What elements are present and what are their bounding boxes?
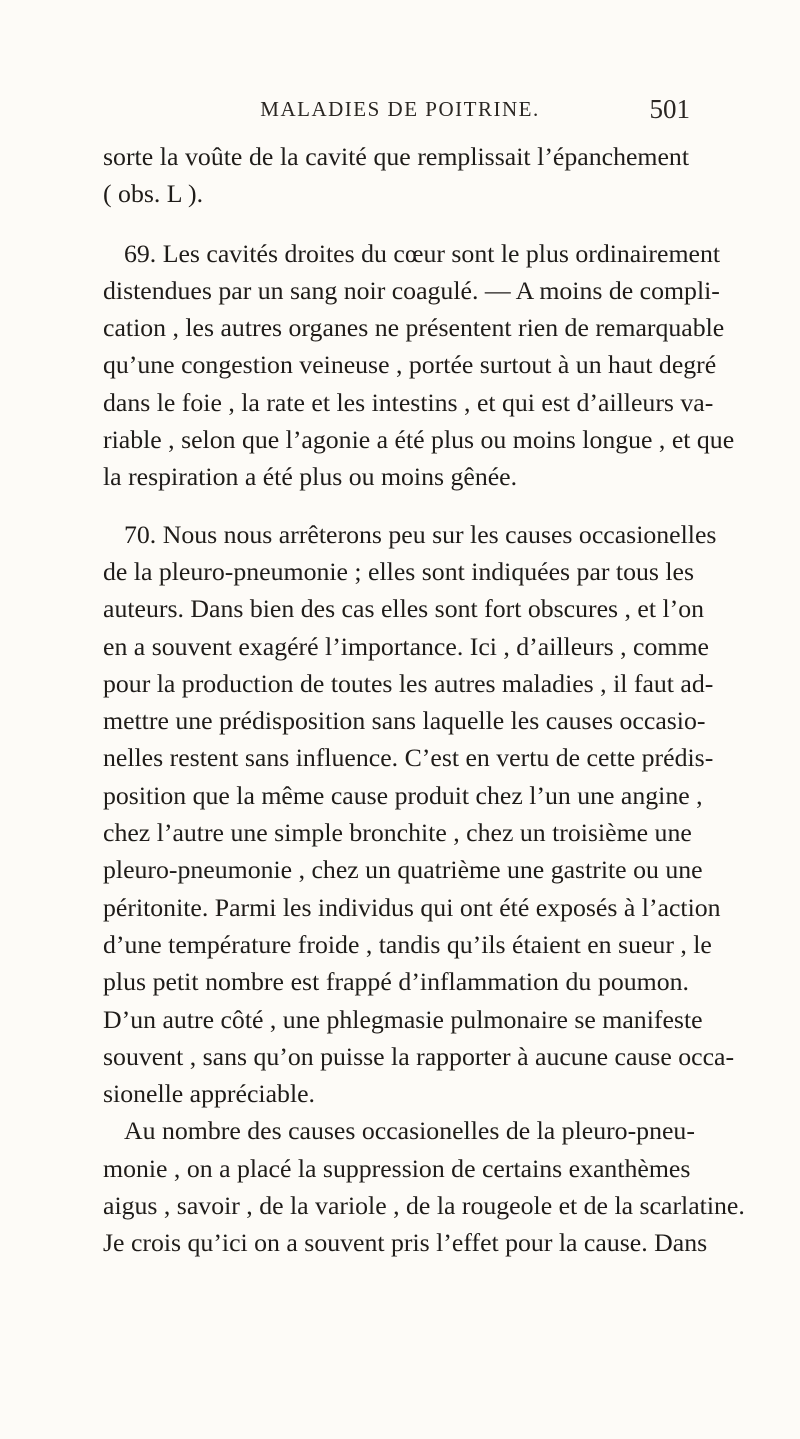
text-line: aigus , savoir , de la variole , de la rougeole et de la scarlatine. (103, 1191, 745, 1221)
text-line: auteurs. Dans bien des cas elles sont fort obscures , et l’on (103, 594, 705, 624)
paragraph-continuation (103, 138, 689, 213)
running-header: MALADIES DE POITRINE. (260, 97, 540, 121)
text-line: de la pleuro-pneumonie ; elles sont indiquées par tous les (103, 556, 695, 586)
text-line: la respiration a été plus ou moins gênée. (103, 462, 518, 492)
text-line: en a souvent exagéré l’importance. Ici , d’ailleurs , comme (103, 631, 709, 661)
text-line: chez l’autre une simple bronchite , chez un troisième une (103, 818, 692, 848)
text-line: qu’une congestion veineuse , portée surtout à un haut degré (103, 350, 717, 380)
body-text (103, 138, 745, 1262)
paragraph-gap (103, 213, 689, 235)
text-line: riable , selon que l’agonie a été plus ou moins longue , et que (103, 425, 735, 455)
text-line: pour la production de toutes les autres maladies , il faut ad- (103, 668, 714, 698)
paragraph-gap (103, 496, 689, 516)
text-line: 70. Nous nous arrêterons peu sur les causes occasionelles (124, 519, 717, 549)
text-line: Au nombre des causes occasionelles de la pleuro-pneu- (124, 1116, 695, 1146)
text-line: distendues par un sang noir coagulé. — A moins de compli- (103, 275, 720, 305)
text-line: 69. Les cavités droites du cœur sont le plus ordinairement (124, 238, 721, 268)
text-line: sorte la voûte de la cavité que remplissait l’épanchement (103, 142, 689, 171)
text-line: souvent , sans qu’on puisse la rapporter à aucune cause occa- (103, 1041, 735, 1071)
text-line: d’une température froide , tandis qu’ils étaient en sueur , le (103, 929, 712, 959)
text-line: péritonite. Parmi les individus qui ont été exposés à l’action (103, 892, 721, 922)
paragraph-causes (103, 1112, 745, 1261)
text-line: mettre une prédisposition sans laquelle les causes occasio- (103, 706, 706, 736)
paragraph-69 (103, 235, 735, 496)
text-line: cation , les autres organes ne présentent rien de remarquable (103, 313, 725, 343)
text-line: monie , on a placé la suppression de certains exanthèmes (103, 1153, 691, 1183)
text-line: D’un autre côté , une phlegmasie pulmonaire se manifeste (103, 1004, 703, 1034)
text-line: plus petit nombre est frappé d’inflammation du poumon. (103, 967, 689, 997)
text-line: nelles restent sans influence. C’est en vertu de cette prédis- (103, 743, 714, 773)
text-line: sionelle appréciable. (103, 1079, 316, 1109)
text-line: ( obs. L ). (103, 179, 204, 209)
text-line: Je crois qu’ici on a souvent pris l’effet pour la cause. Dans (103, 1228, 708, 1258)
text-line: pleuro-pneumonie , chez un quatrième une gastrite ou une (103, 855, 703, 885)
text-line: position que la même cause produit chez l’un une angine , (103, 780, 703, 810)
text-line: dans le foie , la rate et les intestins , et qui est d’ailleurs va- (103, 387, 714, 417)
paragraph-70 (103, 516, 735, 1113)
page-number: 501 (649, 94, 690, 124)
